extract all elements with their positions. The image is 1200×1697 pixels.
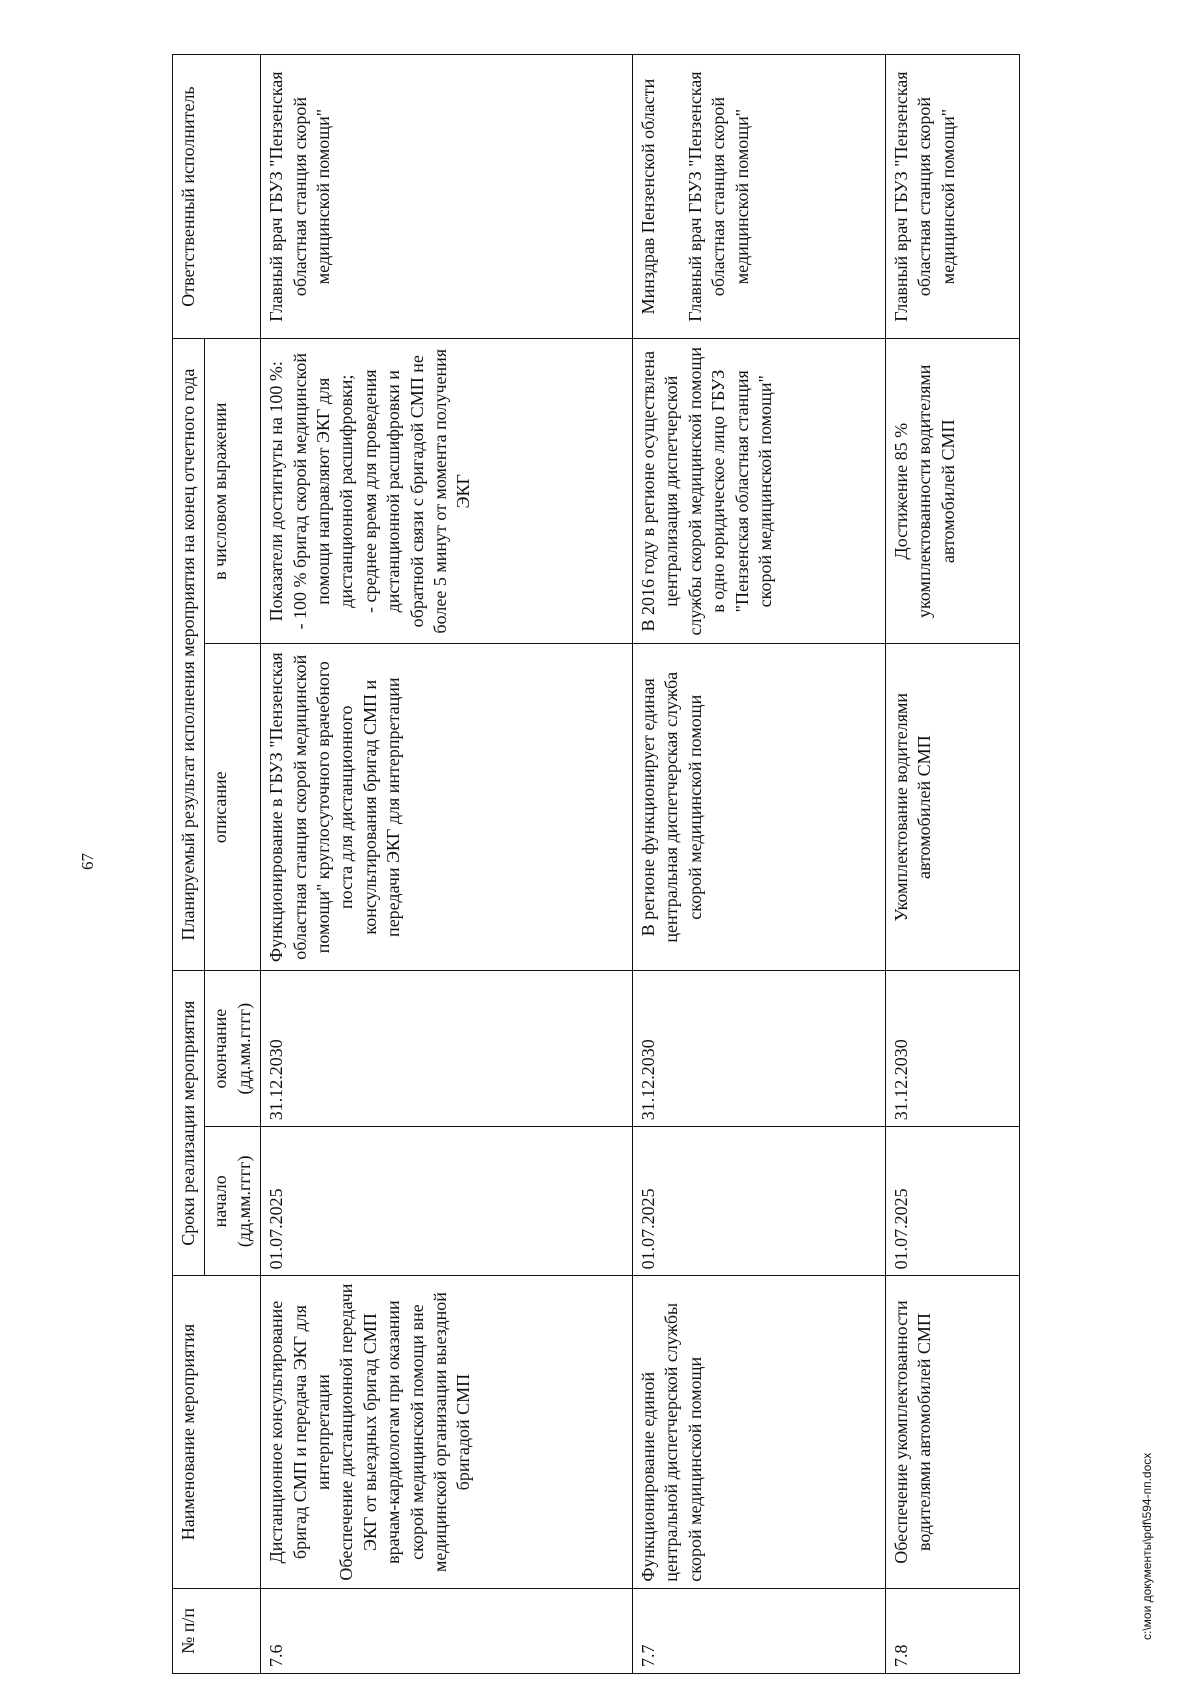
row-name-line: Функционирование единой центральной диспетчерской службы скорой медицинской помощи	[637, 1302, 705, 1582]
row-start-date: 01.07.2025	[261, 1127, 633, 1276]
row-responsible	[885, 55, 1019, 339]
row-responsible	[261, 55, 633, 339]
row-name-line: Обеспечение укомплектованности водителями автомобилей СМП	[890, 1300, 935, 1564]
table-row	[632, 55, 885, 1674]
row-start-date: 01.07.2025	[885, 1127, 1019, 1276]
row-numeric-line: - среднее время для проведения дистанционной расшифровки и обратной связи с бригадой СМП не более 5 минут от момента получения ЭКГ	[359, 348, 474, 634]
row-numeric	[261, 339, 633, 644]
row-num: 7.7	[632, 1588, 885, 1673]
row-name-line: Дистанционное консультирование бригад СМП и передача ЭКГ для интерпретации	[266, 1300, 333, 1564]
row-responsible-line: Главный врач ГБУЗ "Пензенская областная станция скорой медицинской помощи"	[266, 71, 333, 322]
row-responsible-spacer	[660, 61, 683, 332]
row-end-date: 31.12.2030	[885, 971, 1019, 1127]
table-row	[885, 55, 1019, 1674]
header-end: окончание (дд.мм.гггг)	[205, 971, 261, 1127]
row-numeric	[885, 339, 1019, 644]
row-name-line: Обеспечение дистанционной передачи ЭКГ от выездных бригад СМП врачам-кардиологам при оказании скорой медицинской помощи вне медицинской организации выездной бригадой СМП	[336, 1283, 474, 1581]
row-numeric-line: Достижение 85 % укомплектованности водителями автомобилей СМП	[890, 364, 958, 618]
row-numeric-line: В 2016 году в регионе осуществлена централизация диспетчерской службы скорой медицинской помощи в одно юридическое лицо ГБУЗ "Пензенская областная станция скорой медицинской помощи"	[637, 346, 775, 636]
header-responsible: Ответственный исполнитель	[173, 55, 261, 339]
plan-table	[172, 54, 1020, 1674]
row-end-date: 31.12.2030	[632, 971, 885, 1127]
header-num: № п/п	[173, 1588, 261, 1673]
row-num: 7.8	[885, 1588, 1019, 1673]
row-num: 7.6	[261, 1588, 633, 1673]
header-terms: Сроки реализации мероприятия	[173, 971, 205, 1276]
rotated-table-container	[172, 54, 1020, 1674]
row-responsible-line: Минздрав Пензенской области	[637, 78, 658, 315]
header-result: Планируемый результат исполнения мероприятия на конец отчетного года	[173, 339, 205, 971]
row-end-date: 31.12.2030	[261, 971, 633, 1127]
header-description: описание	[205, 644, 261, 971]
row-description: Функционирование в ГБУЗ "Пензенская областная станция скорой медицинской помощи" круглосуточного врачебного поста для дистанционного консультирования бригад СМП и передачи ЭКГ для интерпретации	[261, 644, 633, 971]
row-name	[885, 1276, 1019, 1588]
row-name	[261, 1276, 633, 1588]
row-numeric-line: - 100 % бригад скорой медицинской помощи направляют ЭКГ для дистанционной расшифровки;	[289, 352, 357, 630]
footer-file-path: c:\мои документы\pdf\594-пп.docx	[1140, 1452, 1154, 1640]
row-description: Укомплектование водителями автомобилей СМП	[885, 644, 1019, 971]
row-description: В регионе функционирует единая центральная диспетчерская служба скорой медицинской помощи	[632, 644, 885, 971]
header-row-1	[173, 55, 205, 1674]
row-numeric	[632, 339, 885, 644]
row-responsible-line: Главный врач ГБУЗ "Пензенская областная станция скорой медицинской помощи"	[890, 71, 958, 322]
table-row	[261, 55, 633, 1674]
row-start-date: 01.07.2025	[632, 1127, 885, 1276]
page-number: 67	[78, 853, 97, 870]
header-name: Наименование мероприятия	[173, 1276, 261, 1588]
row-responsible	[632, 55, 885, 339]
row-name	[632, 1276, 885, 1588]
header-numeric: в числовом выражении	[205, 339, 261, 644]
header-start: начало (дд.мм.гггг)	[205, 1127, 261, 1276]
row-responsible-line: Главный врач ГБУЗ "Пензенская областная станция скорой медицинской помощи"	[684, 71, 752, 322]
row-numeric-line: Показатели достигнуты на 100 %:	[266, 361, 287, 622]
